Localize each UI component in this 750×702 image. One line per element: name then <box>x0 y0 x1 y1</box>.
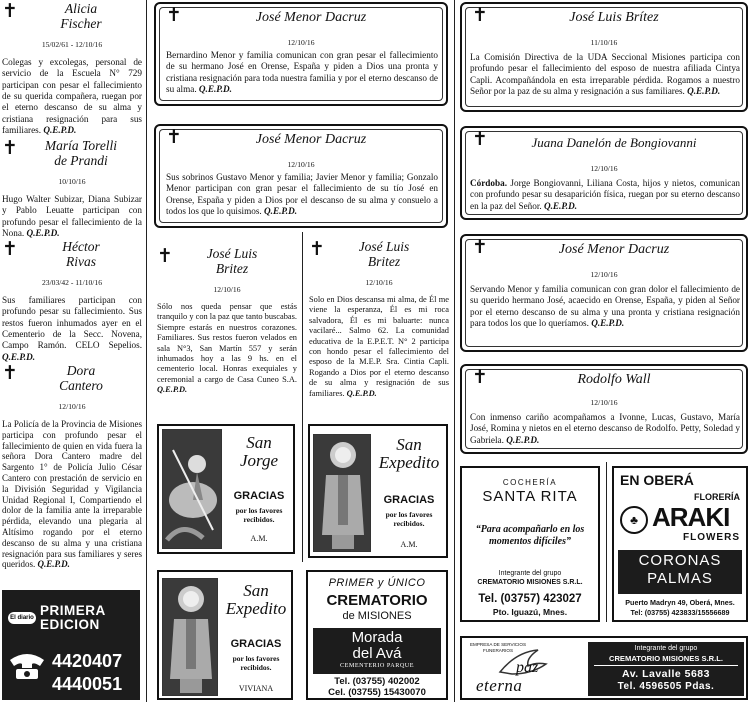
gracias-title: GRACIAS <box>383 494 435 506</box>
crematorio-morada: Morada del Avá <box>351 629 403 663</box>
cross-icon: ✝ <box>2 137 18 159</box>
box-jose-luis-britez <box>460 2 748 112</box>
notice-name: María Torelli de Prandi <box>44 138 118 168</box>
cross-icon: ✝ <box>472 4 488 26</box>
araki-contact: Puerto Madryn 49, Oberá, Mnes. Tel: (03755) 423833/15556689 <box>625 598 735 617</box>
cross-icon: ✝ <box>157 245 173 267</box>
box-name: Juana Danelón de Bongiovanni <box>531 135 697 150</box>
paz-box <box>588 642 744 696</box>
column-rule <box>606 462 607 622</box>
gracias-title: GRACIAS <box>233 490 285 502</box>
cross-icon: ✝ <box>2 0 18 22</box>
gracias-sub: por los favores recibidos. <box>385 510 433 529</box>
notice-date: 12/10/16 <box>58 401 86 411</box>
notice-text: Hugo Walter Subizar, Diana Subizar y Pablo Leuatte participan con profundo pesar el fallecimiento de la Nona. Q.E.P.D. <box>2 193 142 238</box>
ad-brand-small: El diario <box>8 612 36 624</box>
saint-name: San Expedito <box>225 581 287 618</box>
santa-rita-city: Pto. Iguazú, Mnes. <box>492 607 568 617</box>
notice-text: Sus familiares participan con profundo pesar su fallecimiento. Sus restos fueron inhumados ayer en el Cementerio de la Secc. Novena, Campo Ramón. CELO Sepelios. Q.E.P.D. <box>2 294 142 362</box>
ad-phones: 4420407 4440051 <box>52 651 123 694</box>
santa-rita-tel: Tel. (03757) 423027 <box>478 593 582 605</box>
notice-alicia-fischer <box>2 2 142 136</box>
notice-date: 12/10/16 <box>365 277 393 287</box>
notice-name: Alicia Fischer <box>60 1 102 31</box>
crematorio-phones: Tel. (03755) 402002 Cel. (03755) 15430070 <box>328 676 426 699</box>
paz-tel: Tel. 4596505 Pdas. <box>617 680 715 692</box>
saint-image <box>162 429 222 549</box>
cross-icon: ✝ <box>472 236 488 258</box>
ad-gracias-san-jorge <box>157 424 295 554</box>
notice-date: 12/10/16 <box>213 284 241 294</box>
paz-group2: CREMATORIO MISIONES S.R.L. <box>594 654 738 666</box>
box-jose-menor-2 <box>154 124 448 228</box>
ad-paz-eterna <box>460 636 748 700</box>
gracias-sign: A.M. <box>400 540 418 549</box>
notice-text: Sólo nos queda pensar que estás tranquilo y con la paz que tanto buscabas. Siempre estarás en nuestros corazones. Familiares. Sus restos fueron velados en sala N°3, San Martín 557 y serán inhumados hoy a las 9 hs. en el cementerio local. Honras exequiales y ceremonial a cargo de Casa Cuneo S.A. Q.E.P.D. <box>157 301 298 395</box>
box-text: Con inmenso cariño acompañamos a Ivonne, Lucas, Gustavo, María José, Romina y nietos en el eterno descanso de Rodolfo. Petty, Soledad y Gabriela. Q.E.P.D. <box>470 412 740 445</box>
crematorio-line1: PRIMER y ÚNICO <box>328 577 426 589</box>
ad-cocheria-santa-rita <box>460 466 600 622</box>
notice-date: 15/02/61 - 12/10/16 <box>41 39 103 49</box>
box-jose-menor-3 <box>460 234 748 352</box>
cross-icon: ✝ <box>472 128 488 150</box>
crematorio-line2: CREMATORIO <box>326 592 428 609</box>
ad-primera-edicion <box>2 590 140 700</box>
box-text: Córdoba. Jorge Bongiovanni, Liliana Costa, hijos y nietos, comunican con profundo pesar su desaparición física, ruegan por su eterno descanso en la paz del Señor. Q.E.P.D. <box>470 178 740 211</box>
cross-icon: ✝ <box>309 238 325 260</box>
araki-box: CORONAS PALMAS <box>618 550 742 594</box>
notice-text: Colegas y excolegas, personal de servicio de la Escuela N° 729 participan con pesar el fallecimiento de su querida compañera, ruegan por el eterno descanso de su alma y cristiana resignación para sus familiares. Q.E.P.D. <box>2 56 142 135</box>
gracias-sub: por los favores recibidos. <box>232 654 280 673</box>
paz-brand-2: eterna <box>476 676 523 695</box>
box-text: La Comisión Directiva de la UDA Seccional Misiones participa con profundo pesar el fallecimiento del esposo de nuestra afiliada Cintya Capli. Acompañándola en esta irreparable pérdida. Rogamos a nuestro Señor por la paz de su alma y resignación a sus familiares. Q.E.P.D. <box>470 52 740 96</box>
notice-text: La Policía de la Provincia de Misiones participa con profundo pesar el fallecimiento de quien en vida fuera la señora Dora Cantero madre del Sargento 1° de Policía Julio César Cantero con prestación de servicio en la División Seguridad y Vigilancia Unidad Regional I, Compartiendo el dolor de la familia ante la irreparable pérdida, elevando una plegaria al Altísimo rogando por el eterno descanso de su alma y una cristiana resignación para sus familiares y seres queridos. Q.E.P.D. <box>2 418 142 570</box>
notice-dora-cantero <box>2 364 142 570</box>
santa-rita-quote: “Para acompañarlo en los momentos difíciles” <box>475 524 585 547</box>
crematorio-cementerio: CEMENTERIO PARQUE <box>339 662 415 670</box>
notice-jose-luis-britez-a <box>157 247 297 396</box>
saint-expedito-icon <box>314 435 371 552</box>
crematorio-line3: de MISIONES <box>342 610 412 622</box>
araki-flowers: FLOWERS <box>683 532 740 543</box>
telephone-icon <box>8 650 46 680</box>
box-date: 11/10/16 <box>590 38 618 47</box>
saint-name: San Jorge <box>239 433 279 470</box>
crematorio-box <box>313 628 441 674</box>
box-date: 12/10/16 <box>590 270 618 279</box>
notice-name: José Luis Britez <box>206 246 258 276</box>
cross-icon: ✝ <box>166 126 182 148</box>
saint-image <box>162 578 218 696</box>
notice-jose-luis-britez-b <box>309 240 449 399</box>
column-rule <box>302 232 303 562</box>
cross-icon: ✝ <box>2 238 18 260</box>
paz-brand-1: paz <box>516 659 539 676</box>
paz-arc-text: EMPRESA DE SERVICIOS FUNERARIOS <box>469 642 527 653</box>
column-rule <box>146 0 147 702</box>
araki-floreria: FLORERÍA <box>694 492 740 502</box>
saint-expedito-icon <box>163 579 218 696</box>
notice-date: 23/03/42 - 11/10/16 <box>41 277 103 287</box>
santa-rita-group: Integrante del grupo CREMATORIO MISIONES S.R.L. <box>477 570 583 586</box>
notice-name: José Luis Britez <box>358 239 410 269</box>
box-date: 12/10/16 <box>287 160 315 169</box>
santa-rita-brand: SANTA RITA <box>482 488 578 505</box>
box-text: Sus sobrinos Gustavo Menor y familia; Javier Menor y familia; Gonzalo Menor participan con gran pesar el fallecimiento de su tío José en Orense, España y piden a Dios por el descanso de su alma y consuelo a todos los que lo quisimos. Q.E.P.D. <box>166 172 438 216</box>
araki-top: EN OBERÁ <box>620 472 694 488</box>
box-name: Rodolfo Wall <box>577 372 651 387</box>
ad-floreria-araki <box>612 466 748 622</box>
araki-logo-icon: ♣ <box>620 506 648 534</box>
box-juana-danelon <box>460 126 748 220</box>
box-date: 12/10/16 <box>590 398 618 407</box>
saint-name: San Expedito <box>378 435 440 472</box>
ad-brand: PRIMERA EDICION <box>40 603 106 633</box>
notice-text: Solo en Dios descansa mi alma, de Él me viene la esperanza, Él es mi roca salvadora, Él es mi baluarte: nunca vacilaré... Salmo 62. La comunidad educativa de la E.P.E.T. N° 2 participa con hondo pesar el fallecimiento del esposo de la M.E.P. Sra. Cintia Capli. Rogando a Dios por el eterno descanso de su alma y resignación de sus familiares. Q.E.P.D. <box>309 294 449 398</box>
notice-maria-torelli <box>2 139 142 239</box>
ad-crematorio-misiones <box>306 570 448 700</box>
saint-image <box>313 434 371 552</box>
cross-icon: ✝ <box>2 362 18 384</box>
gracias-title: GRACIAS <box>230 638 282 650</box>
box-name: José Menor Dacruz <box>255 10 367 25</box>
column-rule <box>454 0 455 702</box>
cross-icon: ✝ <box>166 4 182 26</box>
ad-gracias-san-expedito-viviana <box>157 570 293 700</box>
notice-name: Héctor Rivas <box>62 239 100 269</box>
box-date: 12/10/16 <box>287 38 315 47</box>
box-name: José Luis Brítez <box>569 10 659 25</box>
notice-hector-rivas <box>2 240 142 363</box>
gracias-sub: por los favores recibidos. <box>235 506 283 525</box>
box-name: José Menor Dacruz <box>255 132 367 147</box>
araki-brand: ARAKI <box>652 502 730 532</box>
cross-icon: ✝ <box>472 366 488 388</box>
santa-rita-small: COCHERÍA <box>502 478 558 487</box>
notice-date: 10/10/16 <box>58 176 86 186</box>
paz-group1: Integrante del grupo <box>634 645 698 652</box>
box-rodolfo-wall <box>460 364 748 454</box>
saint-jorge-icon <box>163 430 222 549</box>
box-name: José Menor Dacruz <box>558 242 670 257</box>
notice-name: Dora Cantero <box>59 363 103 393</box>
paz-addr: Av. Lavalle 5683 <box>622 667 710 680</box>
ad-gracias-san-expedito-am <box>308 424 448 558</box>
box-text: Bernardino Menor y familia comunican con gran pesar el fallecimiento de su hermano José en Orense, España y piden a Dios una pronta y cristiana resignación para toda nuestra familia y por el eterno descanso de su alma. Q.E.P.D. <box>166 50 438 94</box>
box-jose-menor-1 <box>154 2 448 106</box>
box-date: 12/10/16 <box>590 164 618 173</box>
gracias-sign: A.M. <box>250 534 268 543</box>
box-text: Servando Menor y familia comunican con gran dolor el fallecimiento de su querido hermano José, acaecido en Orense, España, y piden al Señor por el eterno descanso de su alma y una pronta y cristiana resignación para todos los que lo queríamos. Q.E.P.D. <box>470 284 740 328</box>
gracias-sign: VIVIANA <box>238 684 274 693</box>
